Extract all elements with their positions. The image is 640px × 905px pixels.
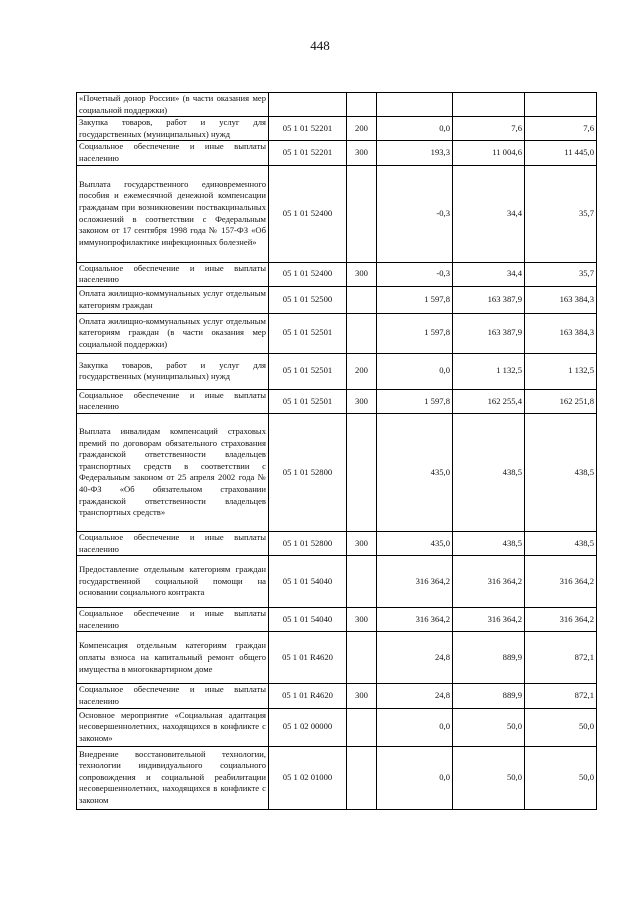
row-amount-2 (453, 93, 525, 117)
row-expense-type: 300 (347, 531, 377, 555)
row-expense-type: 200 (347, 353, 377, 389)
row-amount-1: 24,8 (377, 632, 453, 684)
row-amount-3: 316 364,2 (525, 556, 597, 608)
row-name: Социальное обеспечение и иные выплаты населению (77, 608, 269, 632)
table-row (77, 286, 597, 313)
row-amount-3: 7,6 (525, 117, 597, 141)
row-name: Внедрение восстановительной технологии, технологии индивидуального социального сопровождения и социальной реабилитации несовершеннолетних, находящихся в конфликте с законом (77, 746, 269, 809)
table-row (77, 117, 597, 141)
table-row (77, 632, 597, 684)
row-amount-1: -0,3 (377, 262, 453, 286)
row-amount-2: 438,5 (453, 413, 525, 531)
row-amount-1: 316 364,2 (377, 608, 453, 632)
row-expense-type (347, 313, 377, 353)
row-amount-2: 162 255,4 (453, 389, 525, 413)
row-code: 05 1 01 52400 (269, 165, 347, 262)
row-amount-1: 24,8 (377, 684, 453, 708)
row-amount-2: 438,5 (453, 531, 525, 555)
row-amount-2: 316 364,2 (453, 556, 525, 608)
row-name: Социальное обеспечение и иные выплаты населению (77, 531, 269, 555)
row-amount-1: 0,0 (377, 117, 453, 141)
row-amount-2: 163 387,9 (453, 313, 525, 353)
row-code: 05 1 01 52800 (269, 413, 347, 531)
row-expense-type: 300 (347, 684, 377, 708)
row-amount-3: 163 384,3 (525, 286, 597, 313)
table-row (77, 746, 597, 809)
row-code: 05 1 01 52500 (269, 286, 347, 313)
row-amount-2: 889,9 (453, 632, 525, 684)
row-amount-3: 35,7 (525, 262, 597, 286)
row-expense-type: 300 (347, 141, 377, 165)
row-amount-2: 50,0 (453, 746, 525, 809)
row-code: 05 1 01 52800 (269, 531, 347, 555)
row-expense-type (347, 556, 377, 608)
row-amount-2: 163 387,9 (453, 286, 525, 313)
row-amount-3: 163 384,3 (525, 313, 597, 353)
row-amount-1: 0,0 (377, 746, 453, 809)
row-expense-type: 300 (347, 262, 377, 286)
row-amount-1: 1 597,8 (377, 313, 453, 353)
row-name: Предоставление отдельным категориям граждан государственной социальной помощи на основании социального контракта (77, 556, 269, 608)
row-name: Оплата жилищно-коммунальных услуг отдельным категориям граждан (77, 286, 269, 313)
table-row (77, 608, 597, 632)
table-row (77, 531, 597, 555)
budget-table (76, 92, 597, 810)
row-amount-3: 1 132,5 (525, 353, 597, 389)
row-amount-1: 435,0 (377, 531, 453, 555)
row-amount-2: 50,0 (453, 708, 525, 746)
row-name: Выплата инвалидам компенсаций страховых премий по договорам обязательного страхования гражданской ответственности владельцев транспортных средств в соответствии с Федеральным законом от 25 апреля 2002 года № 40-ФЗ «Об обязательном страховании гражданской ответственности владельцев транспортных средств» (77, 413, 269, 531)
row-name: Социальное обеспечение и иные выплаты населению (77, 389, 269, 413)
row-code: 05 1 02 01000 (269, 746, 347, 809)
row-expense-type (347, 632, 377, 684)
row-amount-3: 50,0 (525, 746, 597, 809)
table-row (77, 684, 597, 708)
row-amount-3: 438,5 (525, 413, 597, 531)
row-expense-type: 200 (347, 117, 377, 141)
row-code: 05 1 01 52201 (269, 141, 347, 165)
table-row (77, 389, 597, 413)
row-name: «Почетный донор России» (в части оказания мер социальной поддержки) (77, 93, 269, 117)
row-amount-2: 1 132,5 (453, 353, 525, 389)
row-expense-type (347, 286, 377, 313)
row-name: Основное мероприятие «Социальная адаптация несовершеннолетних, находящихся в конфликте с законом» (77, 708, 269, 746)
row-amount-1 (377, 93, 453, 117)
row-code: 05 1 01 R4620 (269, 632, 347, 684)
row-amount-3: 316 364,2 (525, 608, 597, 632)
row-amount-3 (525, 93, 597, 117)
row-expense-type: 300 (347, 389, 377, 413)
row-expense-type (347, 165, 377, 262)
table-row (77, 313, 597, 353)
row-amount-1: 1 597,8 (377, 389, 453, 413)
row-code (269, 93, 347, 117)
table-row (77, 708, 597, 746)
row-amount-3: 162 251,8 (525, 389, 597, 413)
row-code: 05 1 01 52400 (269, 262, 347, 286)
row-expense-type (347, 746, 377, 809)
row-amount-3: 872,1 (525, 632, 597, 684)
row-amount-3: 438,5 (525, 531, 597, 555)
row-name: Закупка товаров, работ и услуг для государственных (муниципальных) нужд (77, 353, 269, 389)
row-name: Социальное обеспечение и иные выплаты населению (77, 684, 269, 708)
row-code: 05 1 01 R4620 (269, 684, 347, 708)
row-amount-1: 1 597,8 (377, 286, 453, 313)
row-expense-type (347, 413, 377, 531)
row-code: 05 1 02 00000 (269, 708, 347, 746)
row-name: Социальное обеспечение и иные выплаты населению (77, 262, 269, 286)
row-amount-1: -0,3 (377, 165, 453, 262)
row-amount-1: 193,3 (377, 141, 453, 165)
budget-table-body (77, 93, 597, 810)
row-code: 05 1 01 52501 (269, 389, 347, 413)
page-number: 448 (310, 38, 330, 53)
row-name: Оплата жилищно-коммунальных услуг отдельным категориям граждан (в части оказания мер социальной поддержки) (77, 313, 269, 353)
row-expense-type (347, 93, 377, 117)
row-amount-2: 34,4 (453, 262, 525, 286)
table-row (77, 165, 597, 262)
row-amount-3: 50,0 (525, 708, 597, 746)
row-code: 05 1 01 54040 (269, 556, 347, 608)
row-amount-2: 11 004,6 (453, 141, 525, 165)
table-row (77, 413, 597, 531)
row-amount-2: 889,9 (453, 684, 525, 708)
row-amount-3: 35,7 (525, 165, 597, 262)
table-row (77, 93, 597, 117)
row-amount-2: 7,6 (453, 117, 525, 141)
row-amount-2: 316 364,2 (453, 608, 525, 632)
row-name: Выплата государственного единовременного пособия и ежемесячной денежной компенсации гражданам при возникновении поствакцинальных осложнений в соответствии с Федеральным законом от 17 сентября 1998 года № 157-ФЗ «Об иммунопрофилактике инфекционных болезней» (77, 165, 269, 262)
row-name: Социальное обеспечение и иные выплаты населению (77, 141, 269, 165)
row-code: 05 1 01 54040 (269, 608, 347, 632)
row-amount-1: 0,0 (377, 708, 453, 746)
row-amount-2: 34,4 (453, 165, 525, 262)
table-row (77, 141, 597, 165)
row-code: 05 1 01 52501 (269, 353, 347, 389)
row-expense-type (347, 708, 377, 746)
row-amount-3: 872,1 (525, 684, 597, 708)
row-expense-type: 300 (347, 608, 377, 632)
row-name: Закупка товаров, работ и услуг для государственных (муниципальных) нужд (77, 117, 269, 141)
table-row (77, 556, 597, 608)
row-amount-1: 0,0 (377, 353, 453, 389)
table-row (77, 353, 597, 389)
row-amount-3: 11 445,0 (525, 141, 597, 165)
row-name: Компенсация отдельным категориям граждан оплаты взноса на капитальный ремонт общего имущества в многоквартирном доме (77, 632, 269, 684)
row-amount-1: 435,0 (377, 413, 453, 531)
row-code: 05 1 01 52201 (269, 117, 347, 141)
row-code: 05 1 01 52501 (269, 313, 347, 353)
row-amount-1: 316 364,2 (377, 556, 453, 608)
table-row (77, 262, 597, 286)
